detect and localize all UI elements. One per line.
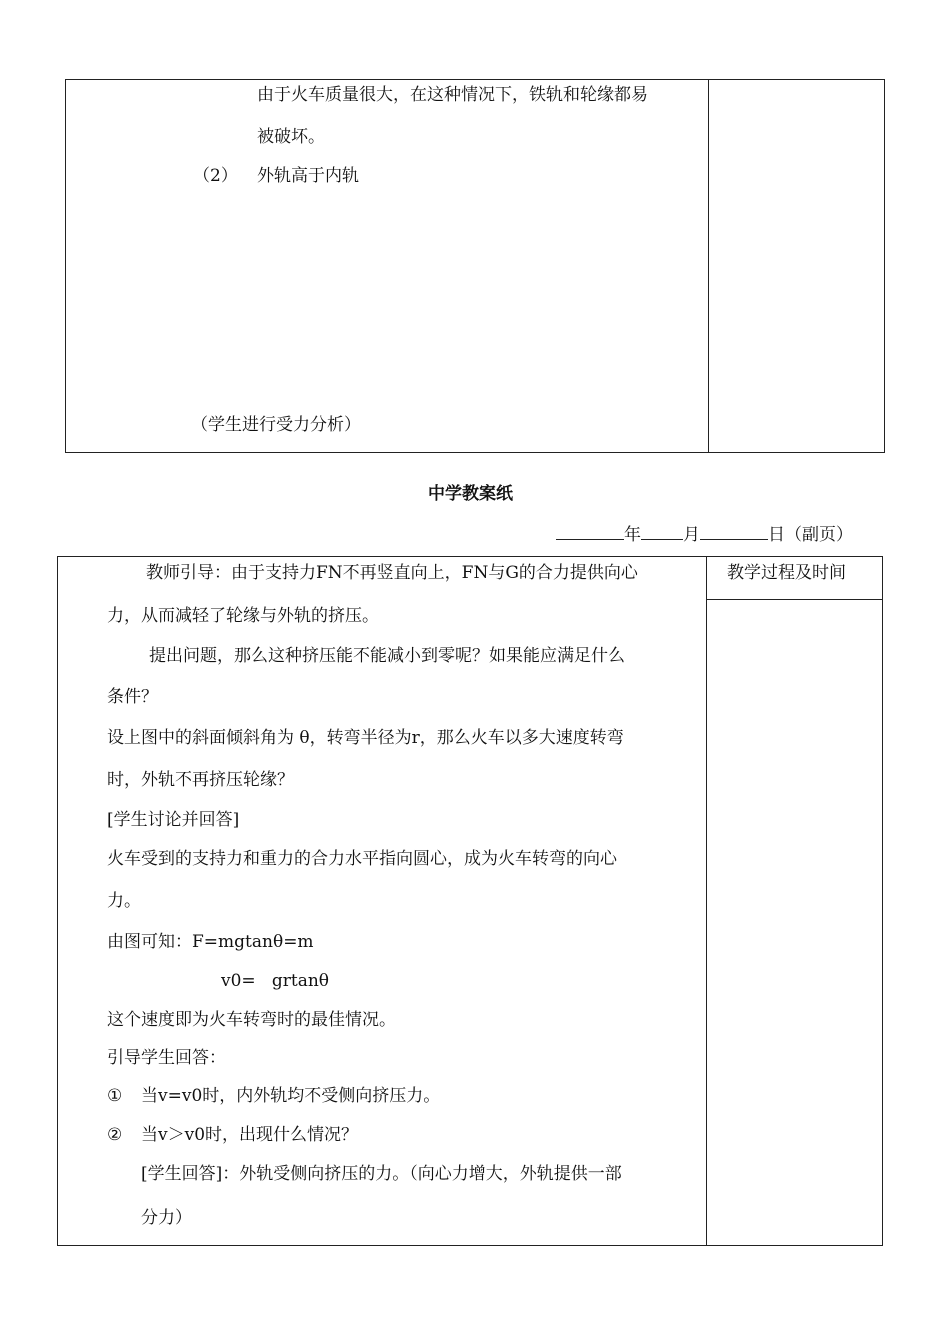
date-line <box>556 521 853 546</box>
marker-2: ② <box>107 1125 123 1145</box>
top-line-3: 外轨高于内轨 <box>257 166 359 186</box>
marker-1: ① <box>107 1086 123 1106</box>
body-line-4: 条件？ <box>107 687 158 707</box>
body-line-1: 教师引导：由于支持力FN不再竖直向上，FN与G的合力提供向心 <box>146 563 638 583</box>
body-line-5: 设上图中的斜面倾斜角为 θ，转弯半径为r，那么火车以多大速度转弯 <box>107 728 624 748</box>
body-line-10: 由图可知：F=mgtanθ=m <box>107 932 314 952</box>
day-blank <box>700 521 768 540</box>
body-line-6: 时，外轨不再挤压轮缘？ <box>107 770 294 790</box>
year-label: 年 <box>624 525 641 545</box>
right-header: 教学过程及时间 <box>727 563 846 583</box>
right-header-rule <box>706 599 883 600</box>
month-blank <box>641 521 683 540</box>
body-line-16: [学生回答]：外轨受侧向挤压的力。（向心力增大，外轨提供一部 <box>141 1164 622 1184</box>
top-table <box>65 79 885 453</box>
body-line-7: [学生讨论并回答] <box>107 810 240 830</box>
top-line-2: 被破坏。 <box>257 127 325 147</box>
day-label: 日（副页） <box>768 525 853 545</box>
body-line-9: 力。 <box>107 891 141 911</box>
month-label: 月 <box>683 525 700 545</box>
body-line-15: 当v＞v0时，出现什么情况？ <box>141 1125 359 1145</box>
year-blank <box>556 521 624 540</box>
body-line-14: 当v=v0时，内外轨均不受侧向挤压力。 <box>141 1086 441 1106</box>
body-line-3: 提出问题，那么这种挤压能不能减小到零呢？如果能应满足什么 <box>149 646 625 666</box>
top-line-1: 由于火车质量很大，在这种情况下，铁轨和轮缘都易 <box>257 85 648 105</box>
page-title: 中学教案纸 <box>428 484 513 504</box>
body-line-2: 力，从而减轻了轮缘与外轨的挤压。 <box>107 606 379 626</box>
top-item-number: （2） <box>193 166 238 186</box>
body-line-17: 分力） <box>141 1208 192 1228</box>
top-line-4: （学生进行受力分析） <box>191 415 361 435</box>
bottom-table-divider <box>706 556 707 1246</box>
body-line-13: 引导学生回答： <box>107 1048 226 1068</box>
body-line-11: v0= grtanθ <box>221 971 330 991</box>
top-table-divider <box>708 79 709 453</box>
body-line-8: 火车受到的支持力和重力的合力水平指向圆心，成为火车转弯的向心 <box>107 849 617 869</box>
body-line-12: 这个速度即为火车转弯时的最佳情况。 <box>107 1010 396 1030</box>
